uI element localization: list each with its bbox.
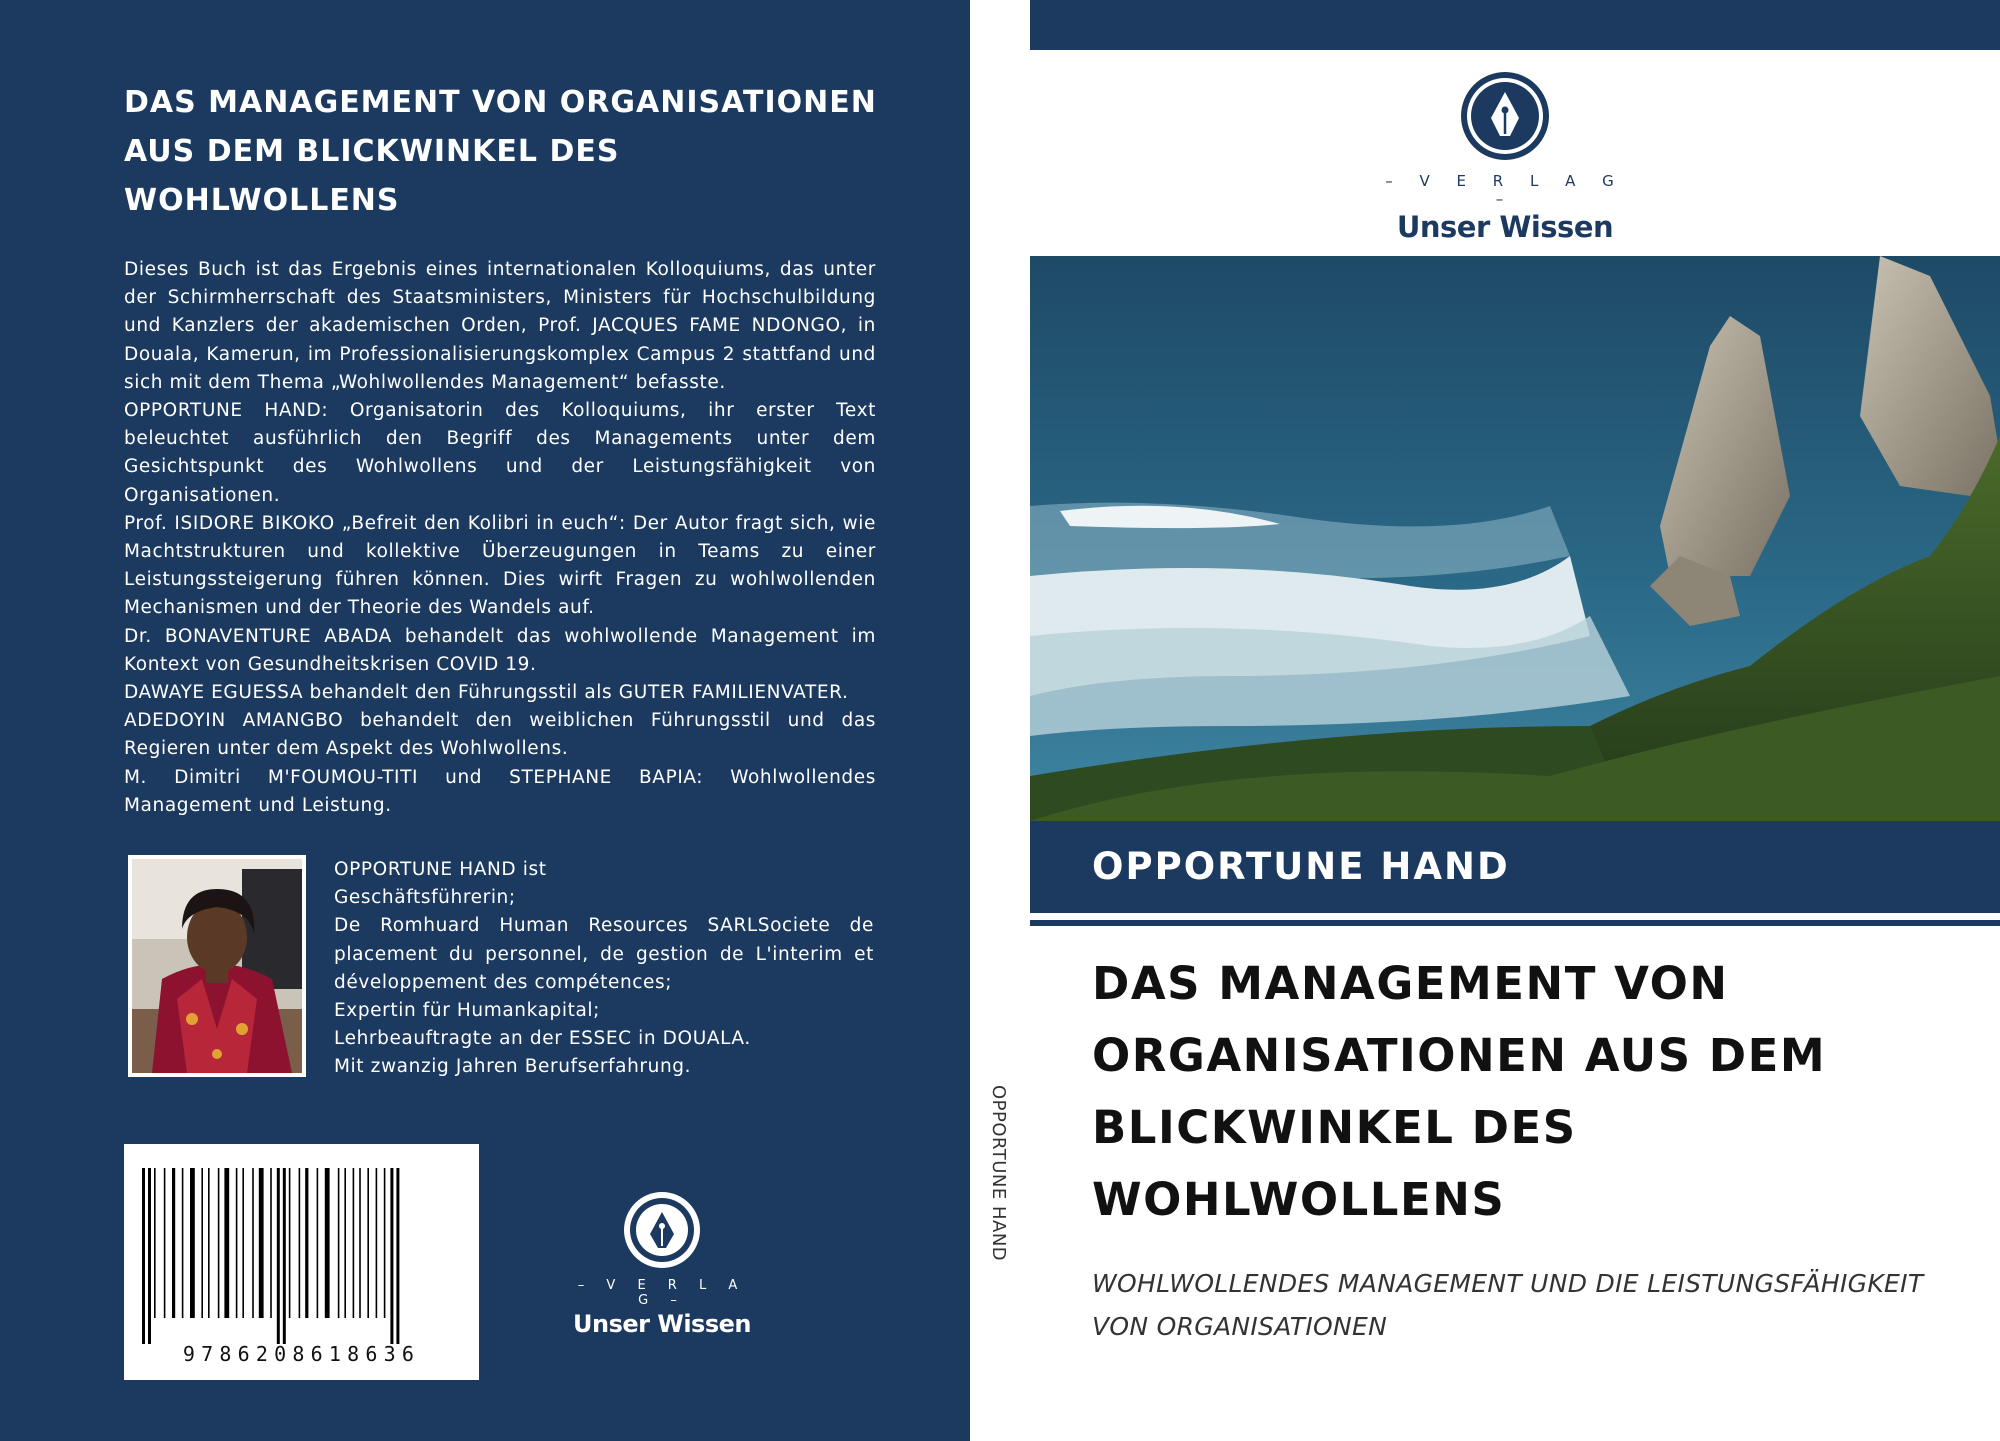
- isbn-barcode: [124, 1144, 479, 1380]
- barcode-bar: [367, 1168, 369, 1318]
- barcode-bar: [182, 1168, 184, 1318]
- barcode-bar: [154, 1168, 156, 1318]
- barcode-bar: [338, 1168, 340, 1318]
- coastal-landscape-photo: [1030, 256, 2000, 821]
- blurb-paragraph: M. Dimitri M'FOUMOU-TITI und STEPHANE BAPIA: Wohlwollendes Management und Leistung.: [124, 766, 876, 816]
- blurb-paragraph: ADEDOYIN AMANGBO behandelt den weiblichen Führungsstil und das Regieren unter dem Aspekt des Wohlwollens.: [124, 710, 876, 760]
- front-top-bar: [1030, 0, 2000, 50]
- bio-line: De Romhuard Human Resources SARLSociete de placement du personnel, de gestion de L'interim et développement des compétences;: [334, 915, 874, 993]
- blurb-paragraph: DAWAYE EGUESSA behandelt den Führungsstil als GUTER FAMILIENVATER.: [124, 682, 849, 704]
- blurb-paragraph: Dieses Buch ist das Ergebnis eines internationalen Kolloquiums, das unter der Schirmherrschaft des Staatsministers, Ministers für Hochschulbildung und Kanzlers der akademischen Orden, Prof. JACQUES FAME NDONGO, in Douala, Kamerun, im Professionalisierungskomplex Campus 2 stattfand und sich mit dem Thema „Wohlwollendes Management“ befasste.: [124, 259, 876, 393]
- verlag-label: – V E R L A G –: [577, 1278, 747, 1308]
- author-portrait-image: [132, 859, 302, 1073]
- pen-nib-emblem-icon: [622, 1190, 702, 1270]
- back-publisher-logo: [562, 1190, 762, 1338]
- barcode-bar: [317, 1168, 319, 1318]
- barcode-bar: [277, 1168, 280, 1344]
- barcode-bar: [142, 1168, 145, 1344]
- book-title: DAS MANAGEMENT VON ORGANISATIONEN AUS DEM BLICKWINKEL DES WOHLWOLLENS: [1092, 957, 1827, 1226]
- author-bio: [334, 856, 874, 1082]
- barcode-bar: [224, 1168, 229, 1318]
- barcode-bar: [390, 1168, 393, 1344]
- back-cover-title: DAS MANAGEMENT VON ORGANISATIONEN AUS DEM BLICKWINKEL DES WOHLWOLLENS: [124, 85, 877, 218]
- barcode-bar: [252, 1168, 254, 1318]
- publisher-name: Unser Wissen: [573, 1310, 751, 1338]
- back-cover: [0, 0, 970, 1441]
- barcode-bar: [359, 1168, 361, 1318]
- isbn-digits: 9786208618636: [182, 1342, 421, 1366]
- book-subtitle: WOHLWOLLENDES MANAGEMENT UND DIE LEISTUNGSFÄHIGKEIT VON ORGANISATIONEN: [1092, 1269, 1924, 1341]
- barcode-bar: [270, 1168, 272, 1318]
- bio-line: Geschäftsführerin;: [334, 887, 516, 909]
- blurb-paragraph: Prof. ISIDORE BIKOKO „Befreit den Kolibri in euch“: Der Autor fragt sich, wie Machtstrukturen und kollektive Überzeugungen in Teams zu einer Leistungssteigerung führen können. Dies wirft Fragen zu wohlwollenden Mechanismen und der Theorie des Wandels auf.: [124, 512, 876, 619]
- barcode-bar: [242, 1168, 244, 1318]
- divider-rule: [1030, 920, 2000, 926]
- verlag-label: – V E R L A G –: [1385, 172, 1625, 208]
- back-cover-blurb: [124, 256, 876, 820]
- barcode-bar: [201, 1168, 203, 1318]
- author-name: OPPORTUNE HAND: [1092, 845, 1510, 888]
- barcode-bar: [299, 1168, 301, 1318]
- bio-line: Lehrbeauftragte an der ESSEC in DOUALA.: [334, 1028, 751, 1050]
- barcode-bar: [148, 1168, 151, 1344]
- bio-line: OPPORTUNE HAND ist: [334, 859, 547, 880]
- barcode-bar: [190, 1168, 195, 1318]
- barcode-bar: [283, 1168, 286, 1344]
- barcode-bar: [208, 1168, 210, 1318]
- front-publisher-logo: [1380, 70, 1630, 244]
- barcode-bar: [376, 1168, 378, 1318]
- bio-line: Expertin für Humankapital;: [334, 1000, 600, 1022]
- author-band: [1030, 821, 2000, 913]
- barcode-bar: [236, 1168, 238, 1318]
- barcode-bar: [259, 1168, 264, 1318]
- barcode-bar: [325, 1168, 330, 1318]
- barcode-bar: [218, 1168, 220, 1318]
- blurb-paragraph: OPPORTUNE HAND: Organisatorin des Kolloquiums, ihr erster Text beleuchtet ausführlich den Begriff des Managements unter dem Gesichtspunkt des Wohlwollens und der Leistungsfähigkeit von Organisationen.: [124, 400, 876, 506]
- barcode-bar: [305, 1168, 308, 1318]
- bio-line: Mit zwanzig Jahren Berufserfahrung.: [334, 1056, 692, 1078]
- sea-cliff-image: [1030, 256, 2000, 821]
- barcode-bar: [289, 1168, 291, 1318]
- barcode-bar: [172, 1168, 175, 1318]
- blurb-paragraph: Dr. BONAVENTURE ABADA behandelt das wohlwollende Management im Kontext von Gesundheitskrisen COVID 19.: [124, 625, 876, 675]
- barcode-bar: [353, 1168, 355, 1318]
- author-photo: [128, 855, 306, 1077]
- barcode-bars: [124, 1144, 479, 1344]
- barcode-bar: [344, 1168, 346, 1318]
- barcode-bar: [384, 1168, 386, 1318]
- barcode-bar: [164, 1168, 166, 1318]
- barcode-bar: [396, 1168, 399, 1344]
- publisher-name: Unser Wissen: [1396, 210, 1614, 244]
- spine-author: OPPORTUNE HAND: [988, 1085, 1009, 1262]
- pen-nib-emblem-icon: [1459, 70, 1551, 162]
